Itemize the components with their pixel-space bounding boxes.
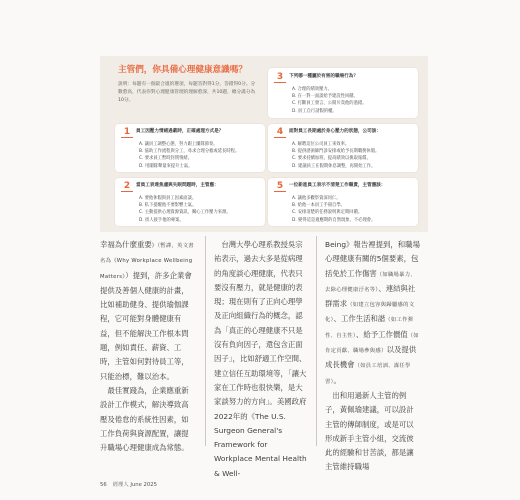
magazine-issue: 經理人 June 2025 (112, 482, 158, 488)
body-note: （如工作彈性、自主性） (325, 317, 414, 339)
body-text: 幸福為什麼重要 (100, 240, 152, 249)
question-option: B. 在一對一面談給予建設性回饋。 (292, 94, 358, 100)
article-column-2 (214, 238, 308, 481)
body-text: 以及提供成長機會 (325, 345, 417, 370)
question-option: C. 主動提供心理資源資訊，關心工作壓力來源。 (139, 210, 231, 216)
question-option: C. 要求持續加班，提高績效以換取報償。 (292, 156, 371, 162)
page-footer (100, 480, 157, 488)
quiz-intro (118, 64, 258, 105)
question-option: C. 要求員工暫時封閉情緒。 (139, 156, 192, 162)
question-option: C. 安排清楚的任務說明與定期回饋。 (292, 210, 363, 216)
body-text: 最佳實踐為，企業應重新設計工作模式，解決導致高壓及倦怠的系統性因素，如工作負荷與資源配置，讓提升職場心理健康成為常態。 (100, 385, 189, 453)
body-text: ）提到，許多企業會提供及善個人健康的計畫，比如補助健身、提供瑜伽課程，它可能對身體健康有益，但不能解決工作根本問題，例如責任、薪資、工時，主管如何對待員工等，只能治標，難以治本。 (100, 270, 192, 381)
question-option: A. 要他休假與員工因素面談。 (139, 196, 197, 201)
question-number: 2 (121, 182, 133, 192)
question-option: A. 解聘這位公司員工來效率。 (292, 142, 350, 147)
question-option: D. 用團隊聲量來提升士氣。 (139, 163, 193, 169)
question-card-5 (268, 178, 418, 226)
question-number: 4 (274, 128, 286, 138)
question-option: A. 讓員工調整心態，努力跟上團隊節奏。 (139, 142, 218, 147)
question-card-3 (268, 68, 418, 118)
body-note: 英文書名為《Why Workplace Wellbeing Matters》 (100, 243, 194, 280)
question-text: 一位新進員工表示不清楚工作職責，主管應該： (289, 183, 386, 188)
body-note: （如員工培訓、謀任學習） (325, 363, 411, 385)
body-text: 、連結與社群需求 (325, 283, 416, 309)
question-text: 當員工表達焦慮與失眠問題時，主管應： (136, 183, 219, 188)
question-option: D. 變得這是適應期的自然現象，不必理會。 (292, 217, 376, 223)
question-number: 1 (121, 128, 133, 138)
article-column-1 (100, 238, 196, 455)
question-option: B. 協助工作流程與分工，尋求合理分擔或延長時程。 (139, 149, 240, 155)
quiz-description: 說明：每題有一個最合適的選項，每題答對得1分，答錯得0分。分數愈高，代表你對心理健康管理的理解愈深，共10題，總分滿分為10分。 (118, 82, 256, 103)
body-note: （如職場暴力、去除心理健康汙名等） (325, 271, 416, 293)
body-note: （如肯定貢獻、職場參與感） (325, 332, 419, 355)
question-number: 3 (274, 73, 286, 83)
body-text: 出和用過新人主管的例子，黃佩瑜建議，可以設計主管的傳師制度，或是可以形成新手主管小組，交流彼此的經驗和甘苦談，都是讓主管維持職場 (325, 390, 414, 472)
question-option: C. 打斷員工發言，公開斥責他的過錯。 (292, 101, 367, 107)
question-option: A. 讓他多觀察資深同仁。 (292, 196, 341, 201)
article-column-3 (325, 238, 420, 475)
page-number: 56 (100, 482, 107, 488)
question-option: B. 私下提醒他不要影響士氣。 (139, 203, 197, 209)
question-text: 下列哪一種屬於有害的職場行為？ (289, 74, 358, 79)
column-divider (316, 236, 317, 446)
body-text: 、給予工作價值 (355, 329, 408, 339)
question-option: A. 合理的績效壓力。 (292, 87, 332, 92)
question-option: B. 提供諮詢師門診安排或給予長期職務休假。 (292, 149, 380, 155)
question-card-4 (268, 124, 418, 172)
question-option: D. 建議員工在假期休息調整，再開始工作。 (292, 163, 376, 169)
body-text: 台灣大學心理系教授吳宗祐表示，過去大多是從病理的角度談心理健康，代表只要沒有壓力，就是健康的表現；現在則有了正向心理學及正向組織行為的概念，認為「真正的心理健康不只是沒有負向因子，還包含正面因子」，比如舒適工作空間、建立信任互助環境等，「讓大家在工作時也很快樂，是大家談努力的方向」。美國政府2022年的《The U.S. Surgeon General's Framework for Workplace Mental Health & Well- (214, 240, 307, 478)
body-text: 。 (333, 375, 341, 385)
question-option: B. 給他一本員工手冊自學。 (292, 203, 345, 209)
body-text: Being》報告裡提到，和職場心理健康有關的5個要素，包括免於工作傷害 (325, 240, 420, 278)
body-note: 》（暫譯， (151, 243, 178, 249)
body-text: 、工作生活和諧 (333, 314, 386, 324)
column-divider (205, 236, 206, 446)
body-note: （如建立包容與歸屬感的文化） (325, 302, 415, 324)
question-text: 員工因壓力情緒過載時，正確處理方式是？ (136, 129, 224, 134)
quiz-title: 主管們，你具備心理健康意識嗎？ (118, 65, 247, 75)
question-card-2 (115, 178, 265, 226)
question-number: 5 (274, 182, 286, 192)
question-option: D. 找人接手他的專案。 (139, 217, 184, 223)
question-text: 面對員工長期處於身心壓力的狀態，公司該： (289, 129, 381, 134)
question-option: D. 員工自行請假的權。 (292, 108, 337, 114)
question-card-1 (115, 124, 265, 172)
